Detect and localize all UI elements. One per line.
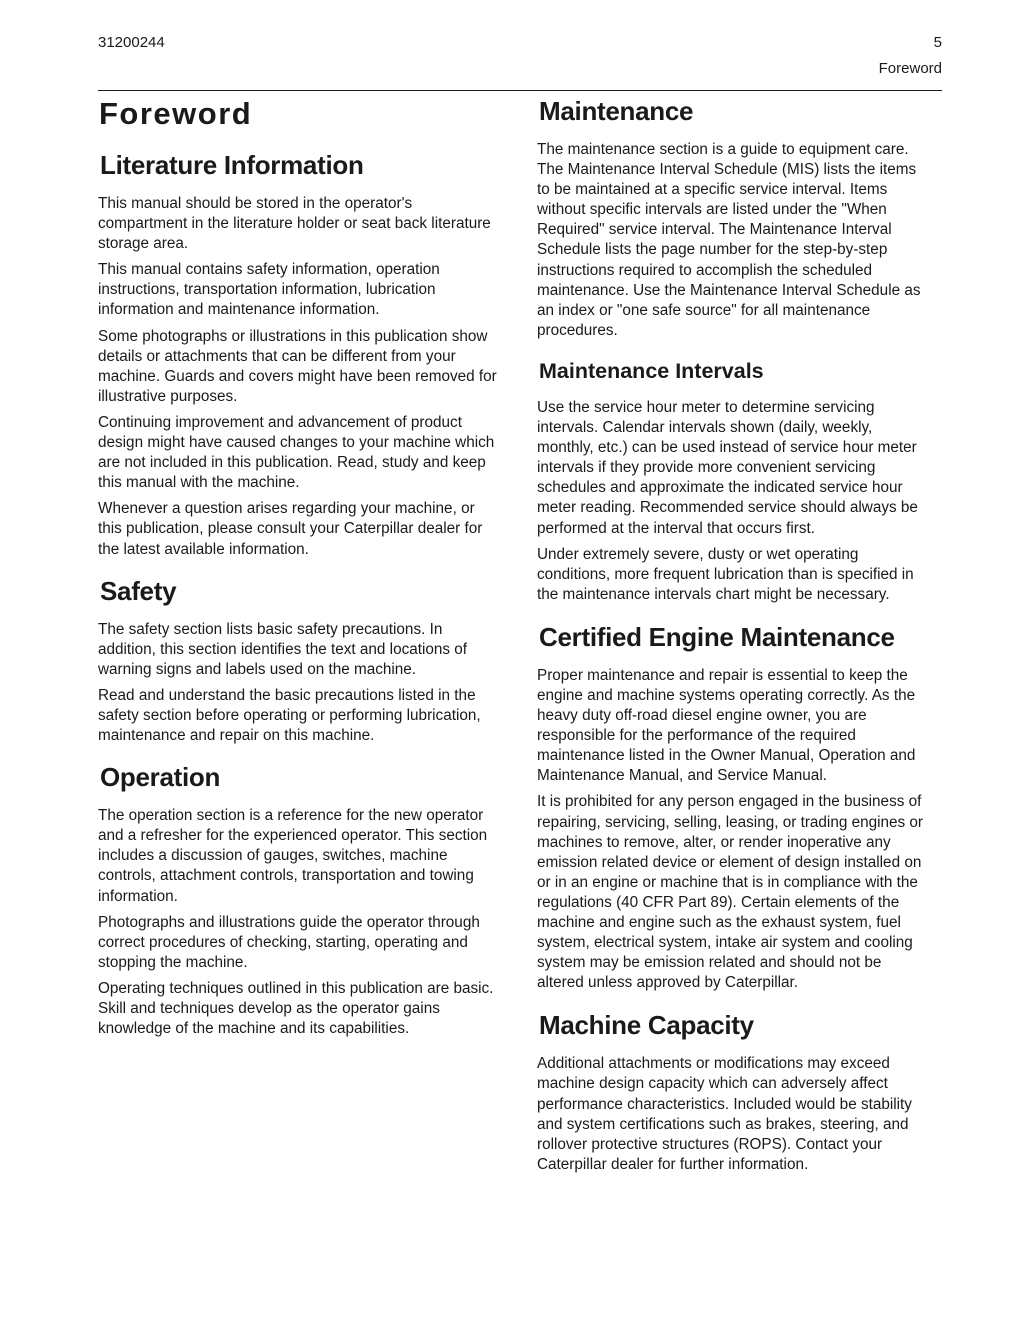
left-column: [98, 96, 502, 1055]
section-literature-information: [98, 150, 502, 560]
document-number: 31200244: [98, 34, 165, 51]
paragraph: The safety section lists basic safety precautions. In addition, this section identifies the text and locations of warning signs and labels used on the machine.: [98, 620, 468, 678]
paragraph: Proper maintenance and repair is essential to keep the engine and machine systems operating correctly. As the heavy duty off-road diesel engine owner, you are responsible for the performance of the required maintenance listed in the Owner Manual, Operation and Maintenance Manual, and Service Manual.: [537, 666, 916, 785]
paragraph: Use the service hour meter to determine servicing intervals. Calendar intervals shown (daily, weekly, monthly, etc.) can be used instead of service hour meter intervals if they provide more convenient servicing schedules and approximate the indicated service hour meter reading. Recommended service should always be performed at the interval that occurs first.: [537, 398, 918, 537]
section-maintenance: [537, 96, 929, 341]
right-column: [537, 96, 929, 1192]
running-title: Foreword: [878, 60, 942, 77]
paragraph: This manual should be stored in the operator's compartment in the literature holder or seat back literature storage area.: [98, 195, 491, 253]
section-machine-capacity: [537, 1010, 929, 1175]
subsection-heading: Maintenance Intervals: [539, 358, 764, 383]
paragraph: Some photographs or illustrations in this publication show details or attachments that can be different from your machine. Guards and covers might have been removed for illustrative purposes.: [98, 327, 497, 405]
page-title: Foreword: [99, 96, 253, 131]
paragraph: This manual contains safety information, operation instructions, transportation information, lubrication information and maintenance information.: [98, 261, 440, 319]
paragraph: Photographs and illustrations guide the operator through correct procedures of checking, starting, operating and stopping the machine.: [98, 913, 480, 971]
section-safety: [98, 576, 502, 747]
paragraph: The operation section is a reference for the new operator and a refresher for the experienced operator. This section includes a discussion of gauges, switches, machine controls, attachment controls, transportation and towing information.: [98, 807, 488, 905]
section-certified-engine-maintenance: [537, 622, 929, 994]
paragraph: The maintenance section is a guide to equipment care. The Maintenance Interval Schedule (MIS) lists the items to be maintained at a specific service interval. Items without specific intervals are listed under the "When Required" service interval. The Maintenance Interval Schedule lists the page number for the step-by-step instructions required to accomplish the scheduled maintenance. Use the Maintenance Interval Schedule as an index or "one safe source" for all maintenance procedures.: [537, 141, 921, 339]
section-heading: Machine Capacity: [539, 1010, 754, 1041]
paragraph: Operating techniques outlined in this publication are basic. Skill and techniques develop as the operator gains knowledge of the machine and its capabilities.: [98, 979, 494, 1038]
page-header: [98, 34, 942, 91]
section-heading: Literature Information: [100, 150, 364, 180]
paragraph: Continuing improvement and advancement of product design might have caused changes to your machine which are not included in this publication. Read, study and keep this manual with the machine.: [98, 413, 495, 492]
paragraph: Read and understand the basic precautions listed in the safety section before operating or performing lubrication, maintenance and repair on this machine.: [98, 686, 481, 745]
section-heading: Safety: [100, 575, 177, 606]
section-heading: Operation: [100, 762, 221, 793]
paragraph: Additional attachments or modifications may exceed machine design capacity which can adversely affect performance characteristics. Included would be stability and system certifications such as brakes, steering, and rollover protective structures (ROPS). Contact your Caterpillar dealer for further information.: [537, 1055, 912, 1173]
section-heading: Certified Engine Maintenance: [539, 621, 895, 652]
paragraph: It is prohibited for any person engaged in the business of repairing, servicing, selling, leasing, or trading engines or machines to remove, alter, or render inoperative any emission related device or element of design installed on or in an engine or machine that is in compliance with the regulations (40 CFR Part 89). Certain elements of the machine and engine such as the exhaust system, fuel system, electrical system, intake air system and cooling system may be emission related and should not be altered unless approved by Caterpillar.: [537, 793, 924, 992]
section-operation: [98, 762, 502, 1039]
section-heading: Maintenance: [539, 96, 694, 126]
paragraph: Under extremely severe, dusty or wet operating conditions, more frequent lubrication than is specified in the maintenance intervals chart might be necessary.: [537, 545, 914, 603]
section-maintenance-intervals: [537, 358, 929, 605]
paragraph: Whenever a question arises regarding your machine, or this publication, please consult your Caterpillar dealer for the latest available information.: [98, 500, 483, 558]
page-number: 5: [933, 34, 942, 51]
